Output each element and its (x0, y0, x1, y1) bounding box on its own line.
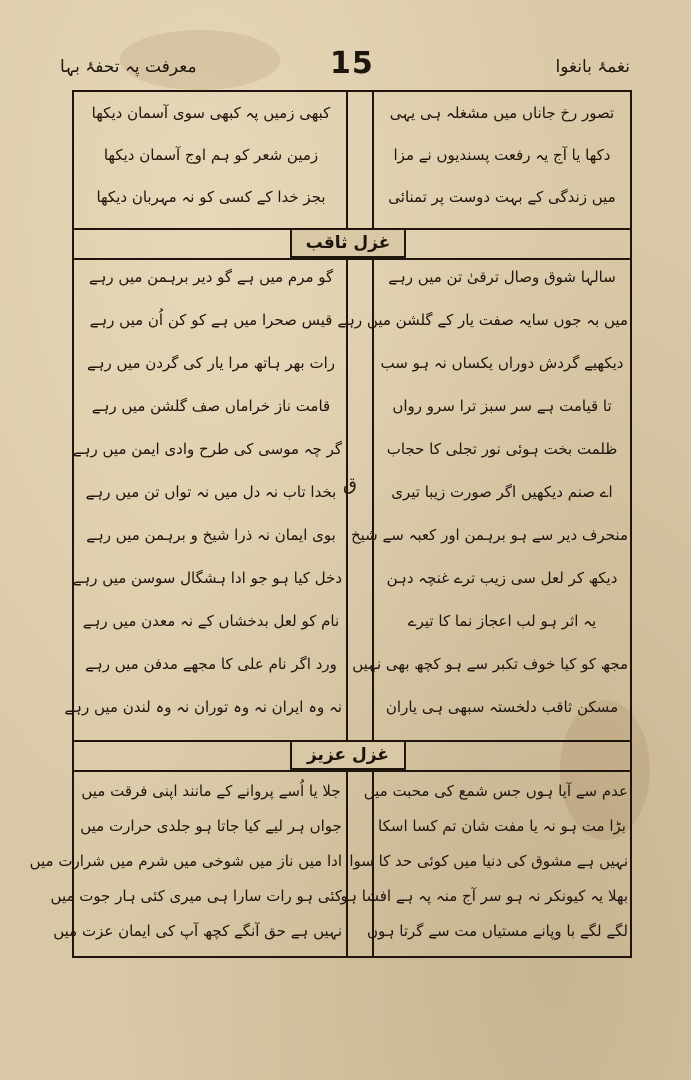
verse-line: لگے لگے با وپانے مستیاں مت سے گرتا ہوں (366, 922, 628, 940)
verse-line: میں بہ جوں سایہ صفت یار کے گلشن میں رہے (337, 311, 628, 329)
verse-line: زمین شعر کو ہم اوج آسمان دیکھا (103, 146, 319, 164)
verse-line: سالہا شوق وصال ترقیٰ تن میں رہے (388, 268, 616, 286)
verse-line: نہیں ہے مشوق کی دنیا میں کوئی حد کا سوا (349, 852, 628, 870)
column-separator (372, 90, 374, 228)
verse-line: بڑا مت ہو نہ یا مفت شان تم کسا اسکا (378, 817, 626, 835)
verse-line: قیس صحرا میں ہے کو کن اُن میں رہے (89, 311, 333, 329)
verse-line: بجز خدا کے کسی کو نہ مہربان دیکھا (96, 188, 326, 206)
page-number: 15 (330, 46, 374, 81)
page-header (60, 46, 630, 86)
verse-line: مجھ کو کیا خوف تکبر سے ہو کچھ بھی نہیں (352, 655, 628, 673)
verse-line: عدم سے آیا ہوں جس شمع کی محبت میں (363, 782, 628, 800)
verse-line: کبھی زمیں پہ کبھی سوی آسمان دیکھا (91, 104, 331, 122)
verse-line: دخل کیا ہو جو ادا ہشگال سوسن میں رہے (72, 569, 342, 587)
verse-line: بوی ایمان نہ ذرا شیخ و برہمن میں رہے (86, 526, 336, 544)
verse-line: دیکھیے گردش دوراں یکساں نہ ہو سب (380, 354, 624, 372)
verse-line: نہ وہ ایران نہ وہ توران نہ وہ لندن میں رہے (64, 698, 342, 716)
running-title-left: معرفت پہ تحفۂ بہا (60, 57, 197, 77)
verse-line: دکھا یا آج یہ رفعت پسندیوں نے مزا (393, 146, 611, 164)
verse-line: تصور رخ جاناں میں مشغلہ ہی یہی (389, 104, 615, 122)
column-separator (346, 258, 348, 740)
verse-line: رات بھر ہاتھ مرا یار کی گردن میں رہے (86, 354, 336, 372)
verse-line: قامت ناز خراماں صف گلشن میں رہے (91, 397, 331, 415)
verse-line: ظلمت بخت ہوئی نور تجلی کا حجاب (386, 440, 618, 458)
verse-line: تا قیامت ہے سر سبز ترا سرو رواں (392, 397, 612, 415)
verse-line: جواں ہر لیے کیا جاتا ہو جلدی حرارت میں (80, 817, 342, 835)
verse-line: اے صنم دیکھیں اگر صورت زیبا تیری (391, 483, 613, 501)
verse-line: دیکھ کر لعل سی زیب ترے غنچہ دہن (386, 569, 618, 587)
verse-line: گر چہ موسی کی طرح وادی ایمن میں رہے (72, 440, 342, 458)
section-title: غزل ثاقب (290, 228, 406, 258)
verse-line: بخدا تاب نہ دل میں نہ تواں تن میں رہے (85, 483, 337, 501)
section-title: غزل عزیز (290, 740, 406, 770)
verse-line: کئی ہو رات سارا ہی میری کئی ہار جوت میں (50, 887, 342, 905)
verse-line: یہ اثر ہو لب اعجاز نما کا تیرے (407, 612, 597, 630)
verse-line: گو مرم میں ہے گو دیر برہمن میں رہے (88, 268, 334, 286)
verse-line: مسکن ثاقب دلخستہ سبھی ہی یاران (385, 698, 619, 716)
verse-line: منحرف دیر سے ہو برہمن اور کعبہ سے شیخ (350, 526, 628, 544)
verse-line: ادا میں ناز میں شوخی میں شرم میں شرارت میں (29, 852, 342, 870)
column-separator (346, 90, 348, 228)
verse-line: میں زندگی کے بہت دوست پر تمنائی (388, 188, 616, 206)
column-separator (346, 770, 348, 958)
verse-line: ورد اگر نام علی کا مجھے مدفن میں رہے (85, 655, 337, 673)
qita-marker: ق (343, 474, 357, 495)
running-title-right: نغمۂ بانغوا (555, 57, 630, 77)
verse-line: جلا یا اُسے پروانے کے مانند اپنی فرقت میں (81, 782, 341, 800)
verse-line: بھلا یہ کیونکر نہ ہو سر آج منہ پہ ہے افشا ہو (340, 887, 628, 905)
verse-line: نام کو لعل بدخشاں کے نہ معدن میں رہے (82, 612, 340, 630)
verse-line: نہیں ہے حق آنگے کچھ آپ کی ایمان عزت میں (53, 922, 342, 940)
divider (72, 770, 632, 772)
divider (72, 258, 632, 260)
